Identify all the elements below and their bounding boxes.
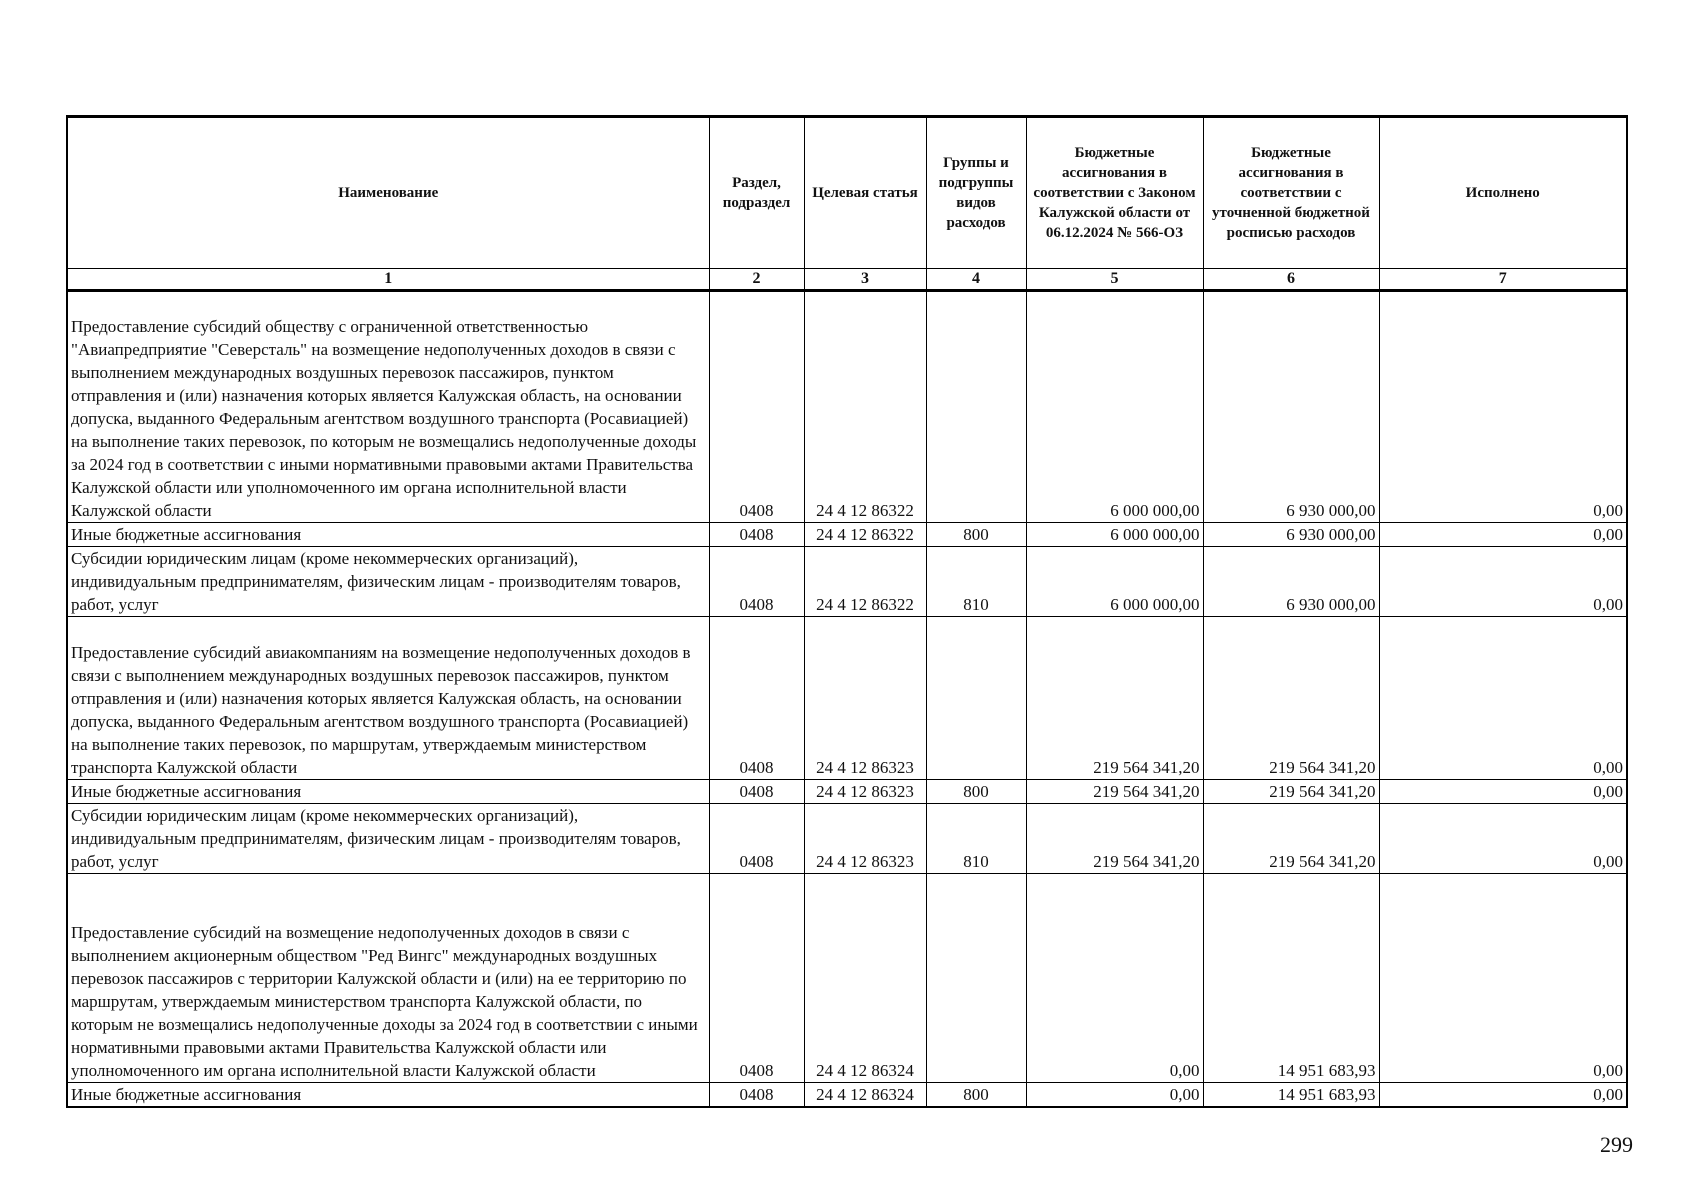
budget-table-sheet [66, 115, 1626, 1108]
row-law-amount: 0,00 [1026, 1083, 1203, 1108]
row-revised-amount: 219 564 341,20 [1203, 804, 1379, 874]
row-article: 24 4 12 86323 [804, 804, 926, 874]
column-number-row [67, 269, 1627, 291]
header-revised-appropriations: Бюджетные ассигнования в соответствии с уточненной бюджетной росписью расходов [1203, 117, 1379, 269]
table-row [67, 617, 1627, 780]
table-row [67, 291, 1627, 523]
row-revised-amount: 6 930 000,00 [1203, 547, 1379, 617]
row-group: 800 [926, 523, 1026, 547]
row-executed-amount: 0,00 [1379, 874, 1627, 1083]
row-article: 24 4 12 86322 [804, 547, 926, 617]
row-law-amount: 6 000 000,00 [1026, 291, 1203, 523]
row-revised-amount: 6 930 000,00 [1203, 523, 1379, 547]
column-number: 7 [1379, 269, 1627, 291]
row-article: 24 4 12 86323 [804, 780, 926, 804]
header-section: Раздел, подраздел [709, 117, 804, 269]
header-name: Наименование [67, 117, 709, 269]
row-name: Иные бюджетные ассигнования [67, 1083, 709, 1108]
row-section: 0408 [709, 547, 804, 617]
row-law-amount: 219 564 341,20 [1026, 780, 1203, 804]
header-law-appropriations: Бюджетные ассигнования в соответствии с Законом Калужской области от 06.12.2024 № 566-ОЗ [1026, 117, 1203, 269]
row-group [926, 874, 1026, 1083]
row-executed-amount: 0,00 [1379, 804, 1627, 874]
table-row [67, 523, 1627, 547]
page-number: 299 [1600, 1132, 1633, 1157]
row-executed-amount: 0,00 [1379, 617, 1627, 780]
row-executed-amount: 0,00 [1379, 523, 1627, 547]
row-section: 0408 [709, 523, 804, 547]
row-group [926, 291, 1026, 523]
table-row [67, 780, 1627, 804]
row-name: Субсидии юридическим лицам (кроме некоммерческих организаций), индивидуальным предпринимателям, физическим лицам - производителям товаров, работ, услуг [67, 547, 709, 617]
row-executed-amount: 0,00 [1379, 291, 1627, 523]
table-row [67, 547, 1627, 617]
row-section: 0408 [709, 804, 804, 874]
table-row [67, 804, 1627, 874]
row-section: 0408 [709, 617, 804, 780]
row-executed-amount: 0,00 [1379, 547, 1627, 617]
column-number: 6 [1203, 269, 1379, 291]
column-number: 2 [709, 269, 804, 291]
header-row [67, 117, 1627, 269]
column-number: 1 [67, 269, 709, 291]
row-article: 24 4 12 86323 [804, 617, 926, 780]
row-group: 800 [926, 780, 1026, 804]
row-section: 0408 [709, 291, 804, 523]
table-row [67, 874, 1627, 1083]
column-number: 3 [804, 269, 926, 291]
row-law-amount: 219 564 341,20 [1026, 617, 1203, 780]
row-article: 24 4 12 86322 [804, 523, 926, 547]
row-revised-amount: 6 930 000,00 [1203, 291, 1379, 523]
row-executed-amount: 0,00 [1379, 1083, 1627, 1108]
row-law-amount: 6 000 000,00 [1026, 523, 1203, 547]
row-group: 810 [926, 547, 1026, 617]
budget-table [66, 115, 1628, 1108]
row-law-amount: 0,00 [1026, 874, 1203, 1083]
row-name: Субсидии юридическим лицам (кроме некоммерческих организаций), индивидуальным предпринимателям, физическим лицам - производителям товаров, работ, услуг [67, 804, 709, 874]
column-number: 5 [1026, 269, 1203, 291]
row-article: 24 4 12 86324 [804, 874, 926, 1083]
row-revised-amount: 219 564 341,20 [1203, 617, 1379, 780]
row-group [926, 617, 1026, 780]
row-name: Предоставление субсидий обществу с ограниченной ответственностью "Авиапредприятие "Северсталь" на возмещение недополученных доходов в связи с выполнением международных воздушных перевозок пассажиров, пунктом отправления и (или) назначения которых является Калужская область, на основании допуска, выданного Федеральным агентством воздушного транспорта (Росавиацией) на выполнение таких перевозок, по которым не возмещались недополученные доходы за 2024 год в соответствии с иными нормативными правовыми актами Правительства Калужской области или уполномоченного им органа исполнительной власти Калужской области [67, 291, 709, 523]
column-number: 4 [926, 269, 1026, 291]
row-name: Иные бюджетные ассигнования [67, 523, 709, 547]
row-name: Иные бюджетные ассигнования [67, 780, 709, 804]
row-section: 0408 [709, 780, 804, 804]
header-expense-groups: Группы и подгруппы видов расходов [926, 117, 1026, 269]
row-article: 24 4 12 86322 [804, 291, 926, 523]
row-law-amount: 6 000 000,00 [1026, 547, 1203, 617]
row-group: 810 [926, 804, 1026, 874]
row-revised-amount: 219 564 341,20 [1203, 780, 1379, 804]
header-executed: Исполнено [1379, 117, 1627, 269]
row-section: 0408 [709, 1083, 804, 1108]
row-law-amount: 219 564 341,20 [1026, 804, 1203, 874]
row-revised-amount: 14 951 683,93 [1203, 874, 1379, 1083]
row-name: Предоставление субсидий на возмещение недополученных доходов в связи с выполнением акционерным обществом "Ред Вингс" международных воздушных перевозок пассажиров с территории Калужской области и (или) на ее территорию по маршрутам, утверждаемым министерством транспорта Калужской области, по которым не возмещались недополученные доходы за 2024 год в соответствии с иными нормативными правовыми актами Правительства Калужской области или уполномоченного им органа исполнительной власти Калужской области [67, 874, 709, 1083]
row-name: Предоставление субсидий авиакомпаниям на возмещение недополученных доходов в связи с выполнением международных воздушных перевозок пассажиров, пунктом отправления и (или) назначения которых является Калужская область, на основании допуска, выданного Федеральным агентством воздушного транспорта (Росавиацией) на выполнение таких перевозок, по маршрутам, утверждаемым министерством транспорта Калужской области [67, 617, 709, 780]
row-executed-amount: 0,00 [1379, 780, 1627, 804]
row-group: 800 [926, 1083, 1026, 1108]
header-target-article: Целевая статья [804, 117, 926, 269]
table-row [67, 1083, 1627, 1108]
row-revised-amount: 14 951 683,93 [1203, 1083, 1379, 1108]
row-section: 0408 [709, 874, 804, 1083]
row-article: 24 4 12 86324 [804, 1083, 926, 1108]
